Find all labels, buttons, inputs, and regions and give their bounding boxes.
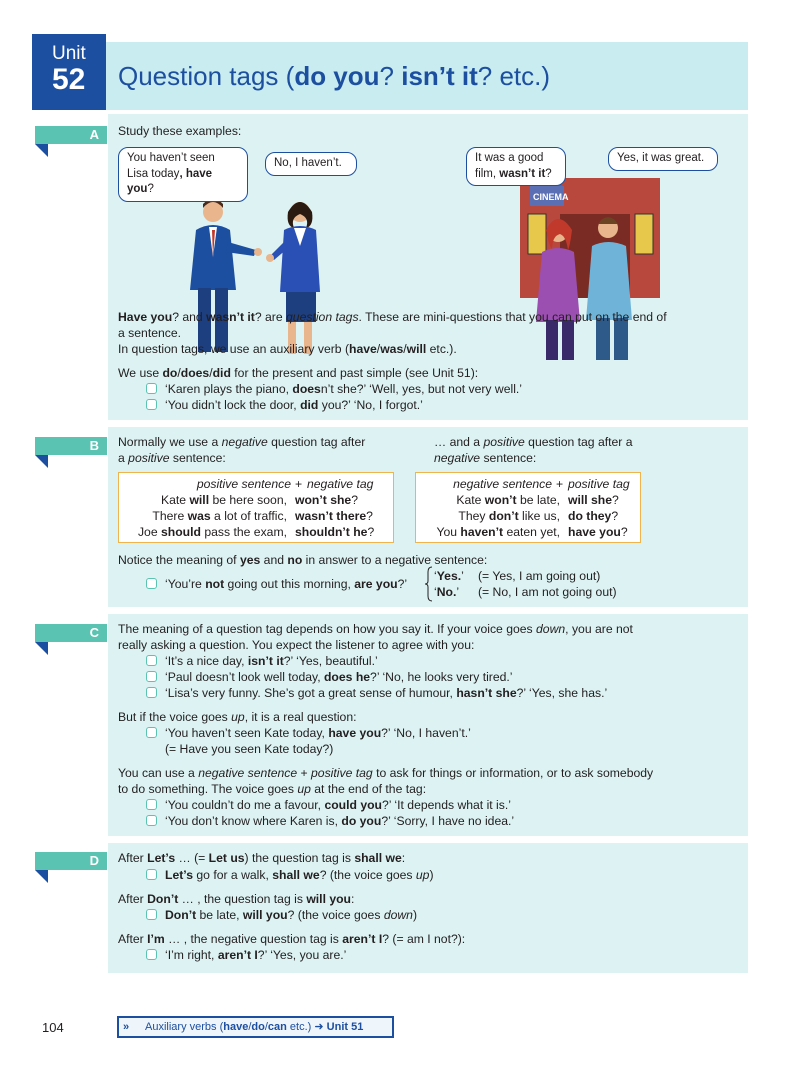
text-bold: will you xyxy=(242,908,288,922)
bullet-icon xyxy=(146,399,157,410)
text-bold: yes xyxy=(239,553,261,567)
text-bold: Unit 51 xyxy=(326,1021,364,1033)
section-b-tab: B xyxy=(35,437,107,455)
text-span: Joe xyxy=(137,525,161,539)
text-bold: have xyxy=(349,342,377,356)
text-span: ?’ ‘No, I haven’t.’ xyxy=(381,726,471,740)
bullet-icon xyxy=(146,869,157,880)
bullet-icon xyxy=(146,799,157,810)
text-span: / xyxy=(403,342,407,356)
table-plus: + xyxy=(295,477,303,491)
bullet-icon xyxy=(146,727,157,738)
text-bold: wasn’t there xyxy=(295,509,367,523)
text-span: question tag after a xyxy=(524,435,633,449)
text-span: / xyxy=(248,1021,252,1033)
text-span: you?’ ‘No, I forgot.’ xyxy=(318,398,423,412)
table-sentence xyxy=(138,525,287,541)
text-span: at the end of the tag: xyxy=(310,782,427,796)
speech-bubble-4: Yes, it was great. xyxy=(608,147,718,171)
text-span: … and a xyxy=(434,435,484,449)
text-bold: Don’t xyxy=(147,892,179,906)
text-span: for the present and past simple (see Unit 51): xyxy=(230,366,479,380)
section-c-para-1 xyxy=(118,622,633,638)
text-span: ? xyxy=(545,167,552,180)
text-bold: shall we xyxy=(354,851,402,865)
text-span: / xyxy=(177,366,181,380)
page-title xyxy=(118,60,748,94)
example-item xyxy=(146,382,522,398)
text-span: Normally we use a xyxy=(118,435,222,449)
section-a-para-1 xyxy=(118,310,667,326)
text-span: film, xyxy=(475,167,500,180)
section-c-para-1-cont: really asking a question. You expect the listener to agree with you: xyxy=(118,638,475,652)
section-b-left-intro xyxy=(118,435,365,451)
table-header: positive sentence xyxy=(196,477,291,491)
section-c-para-2 xyxy=(118,710,356,726)
text-bold: will xyxy=(406,342,427,356)
text-bold: does xyxy=(292,382,321,396)
text-span: ?’ ‘Yes, she has.’ xyxy=(516,686,608,700)
example-item xyxy=(146,868,434,884)
table-header: negative sentence xyxy=(453,477,552,491)
section-b-left-intro-2 xyxy=(118,451,226,467)
text-span: like us, xyxy=(518,509,560,523)
text-span: … (= xyxy=(175,851,209,865)
bullet-icon xyxy=(146,671,157,682)
bullet-icon xyxy=(146,949,157,960)
bullet-icon xyxy=(146,383,157,394)
text-span: etc.). xyxy=(426,342,457,356)
text-italic: down xyxy=(383,908,413,922)
text-bold: did xyxy=(300,398,319,412)
table-sentence xyxy=(161,493,287,509)
text-span: ? xyxy=(612,493,619,507)
text-span: : xyxy=(401,851,406,865)
text-bold: Let’s xyxy=(147,851,176,865)
section-a-para-1-cont: a sentence. xyxy=(118,326,182,340)
text-bold: should xyxy=(161,525,201,539)
section-a-tab: A xyxy=(35,126,107,144)
positive-sentence-table xyxy=(118,472,394,543)
text-span: ‘ xyxy=(434,585,437,599)
text-span: ? xyxy=(147,183,154,196)
table-sentence xyxy=(152,509,287,525)
text-span: ) the question tag is xyxy=(244,851,355,865)
text-span: be late, xyxy=(196,908,243,922)
text-span: ‘You don’t know where Karen is, xyxy=(165,814,342,828)
text-span: You can use a xyxy=(118,766,199,780)
text-span: , you are not xyxy=(565,622,633,636)
text-span: ? xyxy=(366,509,373,523)
text-bold: won’t she xyxy=(295,493,352,507)
yes-gloss: (= Yes, I am going out) xyxy=(478,569,601,583)
unit-word: Unit xyxy=(52,43,86,64)
text-bold: will she xyxy=(568,493,613,507)
text-span: to do something. The voice goes xyxy=(118,782,298,796)
text-span: The meaning of a question tag depends on how you say it. If your voice goes xyxy=(118,622,537,636)
example-item xyxy=(146,686,607,702)
text-bold: hasn’t she xyxy=(456,686,517,700)
cinema-illustration xyxy=(500,174,670,362)
text-span: / xyxy=(264,1021,268,1033)
section-b-right-intro-2 xyxy=(434,451,536,467)
text-span: ?’ ‘Sorry, I have no idea.’ xyxy=(381,814,515,828)
title-bold: do you xyxy=(294,61,380,91)
text-span: a lot of traffic, xyxy=(210,509,287,523)
table-tag xyxy=(568,509,618,525)
title-bar xyxy=(106,42,748,110)
text-span: … , the question tag is xyxy=(178,892,307,906)
section-d-para-2 xyxy=(118,892,354,908)
text-bold: aren’t I xyxy=(217,948,258,962)
text-bold: Let’s xyxy=(165,868,193,882)
bubble-text: You haven’t seen xyxy=(127,152,215,164)
text-span: Kate xyxy=(160,493,190,507)
unit-badge xyxy=(32,34,106,110)
unit-number: 52 xyxy=(52,63,86,96)
text-bold: , have you xyxy=(127,167,213,196)
table-plus: + xyxy=(556,477,564,491)
text-span: pass the exam, xyxy=(200,525,287,539)
table-header: positive tag xyxy=(568,477,630,491)
text-bold: have you xyxy=(568,525,621,539)
text-italic: up xyxy=(415,868,430,882)
text-span: etc.) xyxy=(286,1021,315,1033)
text-span: question tag after xyxy=(267,435,366,449)
text-span: / xyxy=(376,342,381,356)
text-span: ’ xyxy=(461,569,464,583)
text-span: Lisa today xyxy=(127,167,180,180)
text-span: in answer to a negative sentence: xyxy=(302,553,488,567)
text-span: ? (= am I not?): xyxy=(382,932,466,946)
text-span: But if the voice goes xyxy=(118,710,232,724)
text-bold: isn’t it xyxy=(247,654,284,668)
section-d-tab: D xyxy=(35,852,107,870)
text-bold: do xyxy=(162,366,178,380)
text-span: ‘You haven’t seen Kate today, xyxy=(165,726,329,740)
text-bold: don’t xyxy=(488,509,519,523)
example-item xyxy=(146,654,378,670)
table-tag xyxy=(568,493,619,509)
text-span: a xyxy=(118,451,129,465)
table-sentence xyxy=(458,509,560,525)
text-span: : xyxy=(351,892,355,906)
text-bold: did xyxy=(212,366,231,380)
double-arrow-icon: » xyxy=(123,1021,130,1033)
text-bold: do you xyxy=(341,814,382,828)
text-bold: was xyxy=(380,342,404,356)
text-bold: not xyxy=(205,577,225,591)
speech-bubble-3 xyxy=(466,147,566,186)
text-bold: will you xyxy=(306,892,352,906)
text-span: ) xyxy=(429,868,434,882)
text-span: ? xyxy=(611,509,619,523)
text-span: be here soon, xyxy=(209,493,287,507)
table-sentence xyxy=(436,525,560,541)
text-span: In question tags, we use an auxiliary verb ( xyxy=(118,342,350,356)
text-bold: wasn’t it xyxy=(499,167,546,180)
section-c-para-3 xyxy=(118,766,653,782)
text-span: ‘You’re xyxy=(165,577,206,591)
text-span: sentence: xyxy=(480,451,537,465)
text-italic: positive xyxy=(128,451,170,465)
bubble-text: It was a good xyxy=(475,152,544,164)
text-span: ‘You didn’t lock the door, xyxy=(165,398,301,412)
page-number: 104 xyxy=(42,1020,64,1035)
example-item xyxy=(146,908,417,924)
example-item xyxy=(146,577,407,593)
text-span: ? xyxy=(620,525,628,539)
text-span: ‘Paul doesn’t look well today, xyxy=(165,670,324,684)
text-italic: down xyxy=(536,622,566,636)
section-b-right-intro xyxy=(434,435,633,451)
text-span: ‘You couldn’t do me a favour, xyxy=(165,798,325,812)
text-italic: question tags xyxy=(286,310,359,324)
example-item xyxy=(146,398,423,414)
bubble-text xyxy=(475,167,557,183)
arrow-right-icon: ➜ xyxy=(314,1021,324,1033)
text-italic: negative sentence xyxy=(198,766,298,780)
title-bold: isn’t it xyxy=(401,61,478,91)
text-span: After xyxy=(118,892,148,906)
section-c-para-3-cont xyxy=(118,782,426,798)
text-span: ?’ ‘It depends what it is.’ xyxy=(382,798,511,812)
text-bold: have xyxy=(223,1021,249,1033)
title-part: Question tags ( xyxy=(118,61,295,91)
text-bold: No. xyxy=(436,585,457,599)
text-span: + xyxy=(297,766,312,780)
text-span: Kate xyxy=(456,493,485,507)
text-bold: no xyxy=(287,553,303,567)
table-tag xyxy=(295,509,373,525)
text-bold: wasn’t it xyxy=(206,310,255,324)
example-item xyxy=(146,726,471,742)
text-italic: positive xyxy=(483,435,525,449)
text-bold: could you xyxy=(324,798,383,812)
section-a-para-3 xyxy=(118,366,478,382)
bullet-icon xyxy=(146,687,157,698)
yes-answer xyxy=(434,569,464,585)
text-span: ‘Karen plays the piano, xyxy=(165,382,293,396)
text-span: . These are mini-questions that you can put on the end of xyxy=(358,310,667,324)
text-bold: Yes. xyxy=(436,569,462,583)
example-item xyxy=(146,670,513,686)
bullet-icon xyxy=(146,909,157,920)
text-span: / xyxy=(209,366,213,380)
text-span: ? and xyxy=(172,310,207,324)
cinema-sign: CINEMA xyxy=(533,192,569,202)
section-c-marker xyxy=(35,642,48,655)
no-answer xyxy=(434,585,459,601)
text-span: be late, xyxy=(516,493,560,507)
text-bold: can xyxy=(267,1021,287,1033)
text-span: n’t she?’ ‘Well, yes, but not very well.’ xyxy=(320,382,523,396)
speech-bubble-1 xyxy=(118,147,248,202)
section-a-intro: Study these examples: xyxy=(118,124,242,138)
text-span: Auxiliary verbs ( xyxy=(145,1021,224,1033)
bullet-icon xyxy=(146,655,157,666)
text-span: ? are xyxy=(254,310,287,324)
text-span: ? xyxy=(351,493,358,507)
section-b xyxy=(108,427,748,607)
text-bold: does xyxy=(180,366,210,380)
text-span: ’ xyxy=(456,585,460,599)
section-d-para-3 xyxy=(118,932,465,948)
example-item xyxy=(146,948,346,964)
text-span: Notice the meaning of xyxy=(118,553,240,567)
text-bold: do xyxy=(251,1021,265,1033)
text-bold: Let us xyxy=(208,851,245,865)
section-a xyxy=(108,114,748,420)
table-tag xyxy=(568,525,628,541)
example-item xyxy=(146,798,511,814)
table-tag xyxy=(295,493,358,509)
section-a-marker xyxy=(35,144,48,157)
text-span: ? (the voice goes xyxy=(319,868,416,882)
table-tag xyxy=(295,525,374,541)
text-span: go for a walk, xyxy=(193,868,273,882)
section-c xyxy=(108,614,748,836)
text-bold: Have you xyxy=(118,310,173,324)
text-span: ) xyxy=(412,908,418,922)
text-bold: will xyxy=(189,493,210,507)
section-b-marker xyxy=(35,455,48,468)
brace-icon xyxy=(424,566,434,602)
text-span: eaten yet, xyxy=(503,525,560,539)
bullet-icon xyxy=(146,578,157,589)
text-span: ? (the voice goes xyxy=(287,908,384,922)
bubble-text xyxy=(127,167,239,198)
section-d-para-1 xyxy=(118,851,405,867)
text-italic: negative xyxy=(221,435,268,449)
text-span: You xyxy=(436,525,461,539)
no-gloss: (= No, I am not going out) xyxy=(478,585,617,599)
text-span: ? xyxy=(367,525,375,539)
text-span: They xyxy=(458,509,489,523)
example-item xyxy=(146,814,514,830)
bullet-icon xyxy=(146,815,157,826)
title-part: ? xyxy=(379,61,402,91)
section-c-tab: C xyxy=(35,624,107,642)
speech-bubble-2: No, I haven’t. xyxy=(265,152,357,176)
text-span: ?’ ‘No, he looks very tired.’ xyxy=(370,670,513,684)
text-bold: shouldn’t he xyxy=(295,525,368,539)
text-span: going out this morning, xyxy=(224,577,355,591)
negative-sentence-table xyxy=(415,472,641,543)
text-span: ‘It’s a nice day, xyxy=(165,654,248,668)
text-span: ‘I’m right, xyxy=(165,948,218,962)
text-span: sentence: xyxy=(169,451,226,465)
text-span: ?’ xyxy=(397,577,408,591)
text-bold: shall we xyxy=(272,868,320,882)
section-a-para-2 xyxy=(118,342,457,358)
text-span: ‘ xyxy=(434,569,437,583)
text-span: … , the negative question tag is xyxy=(164,932,343,946)
text-italic: up xyxy=(297,782,311,796)
text-bold: have you xyxy=(328,726,382,740)
text-italic: positive tag xyxy=(311,766,373,780)
text-italic: up xyxy=(231,710,245,724)
text-bold: does he xyxy=(323,670,371,684)
section-d xyxy=(108,843,748,973)
text-span: There xyxy=(152,509,188,523)
cross-reference-link[interactable] xyxy=(117,1016,394,1038)
text-span: ‘Lisa’s very funny. She’s got a great sense of humour, xyxy=(165,686,457,700)
text-bold: aren’t I xyxy=(342,932,383,946)
text-bold: I’m xyxy=(147,932,165,946)
table-sentence xyxy=(456,493,560,509)
text-span: After xyxy=(118,932,148,946)
text-span: and xyxy=(260,553,288,567)
example-gloss: (= Have you seen Kate today?) xyxy=(165,742,334,756)
text-span: ?’ ‘Yes, beautiful.’ xyxy=(283,654,378,668)
text-bold: won’t xyxy=(484,493,517,507)
table-header: negative tag xyxy=(307,477,374,491)
text-bold: Don’t xyxy=(165,908,197,922)
text-span: ?’ ‘Yes, you are.’ xyxy=(257,948,347,962)
text-span: After xyxy=(118,851,148,865)
text-bold: are you xyxy=(354,577,398,591)
text-bold: do they xyxy=(568,509,612,523)
text-bold: was xyxy=(187,509,211,523)
text-span: , it is a real question: xyxy=(244,710,357,724)
text-italic: negative xyxy=(434,451,481,465)
title-part: ? etc.) xyxy=(477,61,551,91)
text-span: We use xyxy=(118,366,163,380)
section-d-marker xyxy=(35,870,48,883)
text-bold: haven’t xyxy=(460,525,504,539)
text-span: to ask for things or information, or to ask somebody xyxy=(372,766,654,780)
